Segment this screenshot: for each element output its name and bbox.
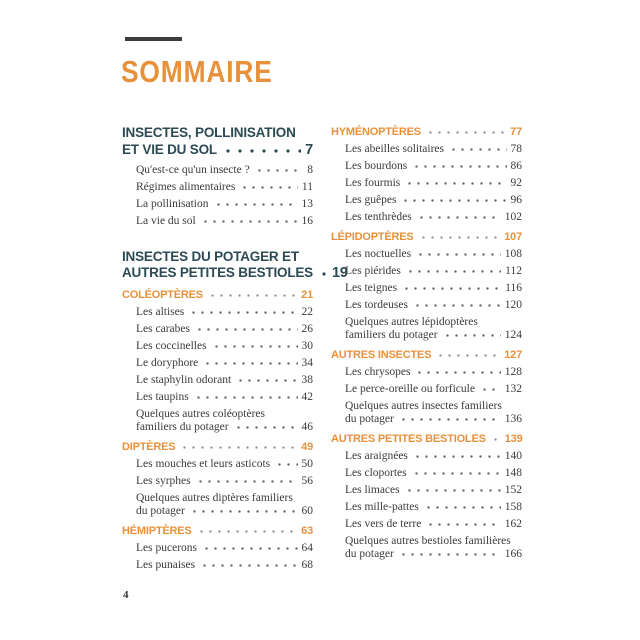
page-ref: 162 — [504, 517, 522, 530]
toc-entry — [331, 535, 522, 562]
dot-leader — [405, 484, 501, 493]
toc-row — [136, 505, 313, 519]
toc-entry — [331, 518, 522, 532]
toc-row — [345, 501, 522, 515]
toc-section-label: COLÉOPTÈRES — [122, 288, 203, 301]
toc-entry — [331, 177, 522, 191]
toc-entry-line: Quelques autres bestioles familières — [345, 534, 511, 547]
toc-column-right — [331, 125, 522, 565]
toc-entry-label: familiers du potager — [345, 329, 438, 341]
dot-leader — [449, 143, 507, 152]
toc-entry-label: Le staphylin odorant — [136, 373, 232, 386]
dot-leader — [200, 559, 297, 568]
page-ref: 21 — [301, 288, 313, 301]
toc-row — [136, 215, 313, 229]
toc-section-label: HÉMIPTÈRES — [122, 524, 192, 537]
toc-entry-label: Les piérides — [345, 264, 401, 277]
toc-entry — [331, 211, 522, 225]
toc-entry — [331, 265, 522, 279]
page-ref: 77 — [510, 126, 522, 138]
dot-leader — [189, 306, 297, 315]
toc-entry-label: Le perce-oreille ou forficule — [345, 382, 475, 395]
dot-leader — [419, 231, 501, 240]
toc-columns — [122, 125, 522, 576]
toc-entry-label: Les tenthrèdes — [345, 211, 412, 223]
dot-leader — [401, 194, 506, 203]
dot-leader — [412, 160, 506, 169]
toc-entry — [331, 282, 522, 296]
toc-entry-line: Quelques autres lépidoptères — [345, 315, 478, 328]
toc-entry — [122, 559, 313, 573]
toc-row — [345, 329, 522, 343]
toc-part-label: ET VIE DU SOL — [122, 141, 217, 157]
dot-leader — [417, 211, 501, 220]
toc-row — [122, 265, 348, 282]
toc-entry-label: Les bourdons — [345, 160, 408, 172]
toc-entry — [122, 306, 313, 320]
toc-row — [345, 484, 522, 498]
toc-row — [345, 248, 522, 262]
dot-leader — [197, 525, 298, 534]
toc-row — [136, 542, 313, 556]
toc-row — [136, 475, 313, 489]
toc-entry-label: Les punaises — [136, 558, 196, 571]
toc-row — [345, 160, 522, 174]
toc-entry — [331, 194, 522, 208]
dot-leader — [236, 374, 297, 383]
page-ref: 112 — [505, 264, 522, 277]
toc-row — [345, 366, 522, 380]
toc-part-heading — [122, 248, 348, 282]
dot-leader — [214, 198, 298, 207]
toc-row — [136, 181, 313, 195]
toc-entry — [331, 316, 522, 343]
toc-entry — [122, 458, 313, 472]
page-ref: 120 — [504, 298, 522, 311]
toc-row — [136, 559, 313, 573]
toc-row — [136, 421, 313, 435]
dot-leader — [195, 323, 298, 332]
toc-entry — [122, 181, 313, 195]
top-rule — [125, 37, 182, 41]
toc-row — [345, 413, 522, 427]
dot-leader — [436, 349, 500, 358]
dot-leader — [180, 441, 297, 450]
dot-leader — [255, 164, 304, 173]
toc-entry-label: Les noctuelles — [345, 247, 412, 260]
toc-row — [345, 143, 522, 157]
toc-entry — [122, 357, 313, 371]
toc-row — [345, 548, 522, 562]
toc-entry-label: Les teignes — [345, 281, 398, 294]
toc-entry-label: Les mille-pattes — [345, 500, 419, 513]
toc-entry-label: du potager — [345, 548, 394, 560]
page-ref: 30 — [301, 339, 313, 352]
toc-entry — [122, 391, 313, 405]
toc-entry — [331, 160, 522, 174]
dot-leader — [405, 177, 506, 186]
toc-entry-line: Quelques autres insectes familiers — [345, 399, 502, 412]
dot-leader — [222, 144, 301, 154]
toc-entry — [122, 164, 313, 178]
page-ref: 140 — [504, 449, 522, 462]
toc-section-label: LÉPIDOPTÈRES — [331, 230, 414, 243]
toc-row — [136, 164, 313, 178]
page-ref: 107 — [504, 230, 522, 243]
page-ref: 26 — [301, 322, 313, 335]
toc-row — [345, 211, 522, 225]
toc-entry — [122, 374, 313, 388]
toc-entry-label: Les coccinelles — [136, 339, 207, 352]
toc-row — [345, 194, 522, 208]
toc-row — [345, 467, 522, 481]
page-ref: 8 — [307, 164, 313, 176]
page-ref: 86 — [510, 160, 522, 172]
toc-row — [136, 357, 313, 371]
page-ref: 19 — [331, 265, 348, 281]
page-ref: 78 — [510, 143, 522, 155]
page-ref: 108 — [504, 247, 522, 260]
page-ref: 46 — [301, 421, 313, 433]
dot-leader — [491, 433, 501, 442]
toc-section-heading — [331, 432, 522, 446]
dot-leader — [202, 542, 298, 551]
toc-row — [345, 282, 522, 296]
toc-entry — [122, 340, 313, 354]
toc-entry-label: Le doryphore — [136, 356, 199, 369]
page-ref: 60 — [301, 505, 313, 517]
toc-entry-label: La vie du sol — [136, 215, 196, 227]
dot-leader — [426, 126, 506, 135]
page-ref: 124 — [504, 329, 522, 341]
toc-part-heading — [122, 125, 313, 158]
toc-section-heading — [331, 348, 522, 362]
toc-section-label: AUTRES PETITES BESTIOLES — [331, 432, 486, 445]
dot-leader — [318, 267, 328, 277]
folio-page-number: 4 — [123, 589, 129, 601]
page-ref: 64 — [301, 541, 313, 554]
toc-entry-label: Les carabes — [136, 322, 190, 335]
toc-part-line: INSECTES, POLLINISATION — [122, 125, 296, 140]
dot-leader — [201, 215, 298, 224]
toc-section-heading — [122, 440, 313, 454]
toc-row — [345, 450, 522, 464]
toc-entry-label: Les chrysopes — [345, 365, 411, 378]
page-ref: 22 — [301, 305, 313, 318]
page-ref: 158 — [504, 500, 522, 513]
page-ref: 38 — [301, 373, 313, 386]
page-ref: 136 — [504, 413, 522, 425]
toc-entry — [122, 542, 313, 556]
page-ref: 68 — [301, 558, 313, 571]
page-ref: 56 — [301, 474, 313, 487]
page-ref: 148 — [504, 466, 522, 479]
dot-leader — [194, 391, 298, 400]
page-ref: 16 — [301, 215, 313, 227]
dot-leader — [399, 413, 501, 422]
dot-leader — [406, 265, 501, 274]
toc-entry — [331, 484, 522, 498]
dot-leader — [412, 467, 501, 476]
dot-leader — [208, 289, 297, 298]
toc-entry-label: Les abeilles solitaires — [345, 143, 444, 155]
toc-section-heading — [331, 125, 522, 139]
toc-entry-label: Les cloportes — [345, 466, 407, 479]
dot-leader — [402, 282, 501, 291]
page-ref: 127 — [504, 348, 522, 361]
page-ref: 11 — [301, 181, 313, 193]
toc-entry — [331, 400, 522, 427]
toc-entry — [122, 475, 313, 489]
toc-entry — [122, 198, 313, 212]
toc-entry-label: du potager — [345, 413, 394, 425]
dot-leader — [424, 501, 501, 510]
toc-entry — [122, 215, 313, 229]
dot-leader — [480, 383, 501, 392]
page-ref: 34 — [301, 356, 313, 369]
toc-entry — [331, 450, 522, 464]
page-ref: 50 — [301, 457, 313, 470]
page-title: SOMMAIRE — [121, 54, 273, 89]
toc-entry-label: familiers du potager — [136, 421, 229, 433]
toc-entry-label: Les guêpes — [345, 194, 397, 206]
dot-leader — [413, 299, 501, 308]
page-ref: 132 — [504, 382, 522, 395]
dot-leader — [212, 340, 298, 349]
toc-entry — [331, 467, 522, 481]
dot-leader — [240, 181, 298, 190]
page-ref: 139 — [504, 432, 523, 445]
page-ref: 166 — [504, 548, 522, 560]
page-ref: 102 — [504, 211, 522, 223]
toc-row — [136, 306, 313, 320]
dot-leader — [426, 518, 500, 527]
toc-entry-label: Les syrphes — [136, 474, 191, 487]
toc-entry — [122, 323, 313, 337]
toc-section-label: DIPTÈRES — [122, 440, 176, 453]
toc-row — [345, 265, 522, 279]
toc-entry — [331, 299, 522, 313]
toc-row — [136, 323, 313, 337]
toc-entry-label: Les altises — [136, 305, 185, 318]
toc-row — [136, 198, 313, 212]
toc-section-label: HYMÉNOPTÈRES — [331, 126, 421, 138]
toc-section-heading — [122, 288, 313, 302]
page-ref: 42 — [301, 390, 313, 403]
toc-entry-label: Les vers de terre — [345, 517, 422, 530]
toc-row — [122, 142, 313, 159]
toc-entry — [331, 248, 522, 262]
toc-row — [345, 299, 522, 313]
dot-leader — [234, 421, 298, 430]
toc-section-heading — [331, 230, 522, 244]
dot-leader — [416, 248, 501, 257]
toc-entry — [331, 143, 522, 157]
dot-leader — [275, 458, 297, 467]
toc-row — [136, 374, 313, 388]
page-ref: 7 — [305, 141, 313, 158]
toc-entry — [331, 383, 522, 397]
toc-section-heading — [122, 524, 313, 538]
toc-entry — [122, 408, 313, 435]
toc-entry-label: La pollinisation — [136, 198, 209, 210]
toc-entry-label: Les araignées — [345, 449, 408, 462]
toc-entry-label: Régimes alimentaires — [136, 181, 236, 193]
toc-column-left — [122, 125, 348, 576]
toc-part-label: AUTRES PETITES BESTIOLES — [122, 265, 313, 280]
page-ref: 92 — [510, 177, 522, 189]
toc-entry — [331, 366, 522, 380]
dot-leader — [415, 366, 500, 375]
page-ref: 116 — [505, 281, 522, 294]
toc-entry-label: Les taupins — [136, 390, 189, 403]
dot-leader — [413, 450, 501, 459]
toc-row — [345, 177, 522, 191]
toc-row — [345, 518, 522, 532]
dot-leader — [203, 357, 297, 366]
toc-entry — [122, 492, 313, 519]
dot-leader — [190, 505, 298, 514]
toc-section-label: AUTRES INSECTES — [331, 348, 432, 361]
toc-row — [136, 391, 313, 405]
toc-entry-label: Les limaces — [345, 483, 400, 496]
toc-row — [345, 383, 522, 397]
toc-entry-line: Quelques autres diptères familiers — [136, 491, 293, 504]
toc-entry — [331, 501, 522, 515]
page-ref: 63 — [301, 524, 313, 537]
toc-row — [136, 340, 313, 354]
toc-entry-label: Les pucerons — [136, 541, 197, 554]
dot-leader — [196, 475, 298, 484]
page-ref: 152 — [504, 483, 522, 496]
toc-row — [136, 458, 313, 472]
toc-entry-line: Quelques autres coléoptères — [136, 407, 266, 420]
toc-entry-label: Qu'est-ce qu'un insecte ? — [136, 164, 250, 176]
dot-leader — [443, 329, 501, 338]
page-ref: 128 — [504, 365, 522, 378]
toc-entry-label: Les fourmis — [345, 177, 401, 189]
toc-part-line: INSECTES DU POTAGER ET — [122, 248, 299, 264]
toc-entry-label: du potager — [136, 505, 185, 517]
page-ref: 13 — [301, 198, 313, 210]
toc-entry-label: Les tordeuses — [345, 298, 408, 311]
page-ref: 49 — [301, 440, 313, 453]
dot-leader — [399, 548, 501, 557]
toc-entry-label: Les mouches et leurs asticots — [136, 457, 271, 470]
page-ref: 96 — [510, 194, 522, 206]
